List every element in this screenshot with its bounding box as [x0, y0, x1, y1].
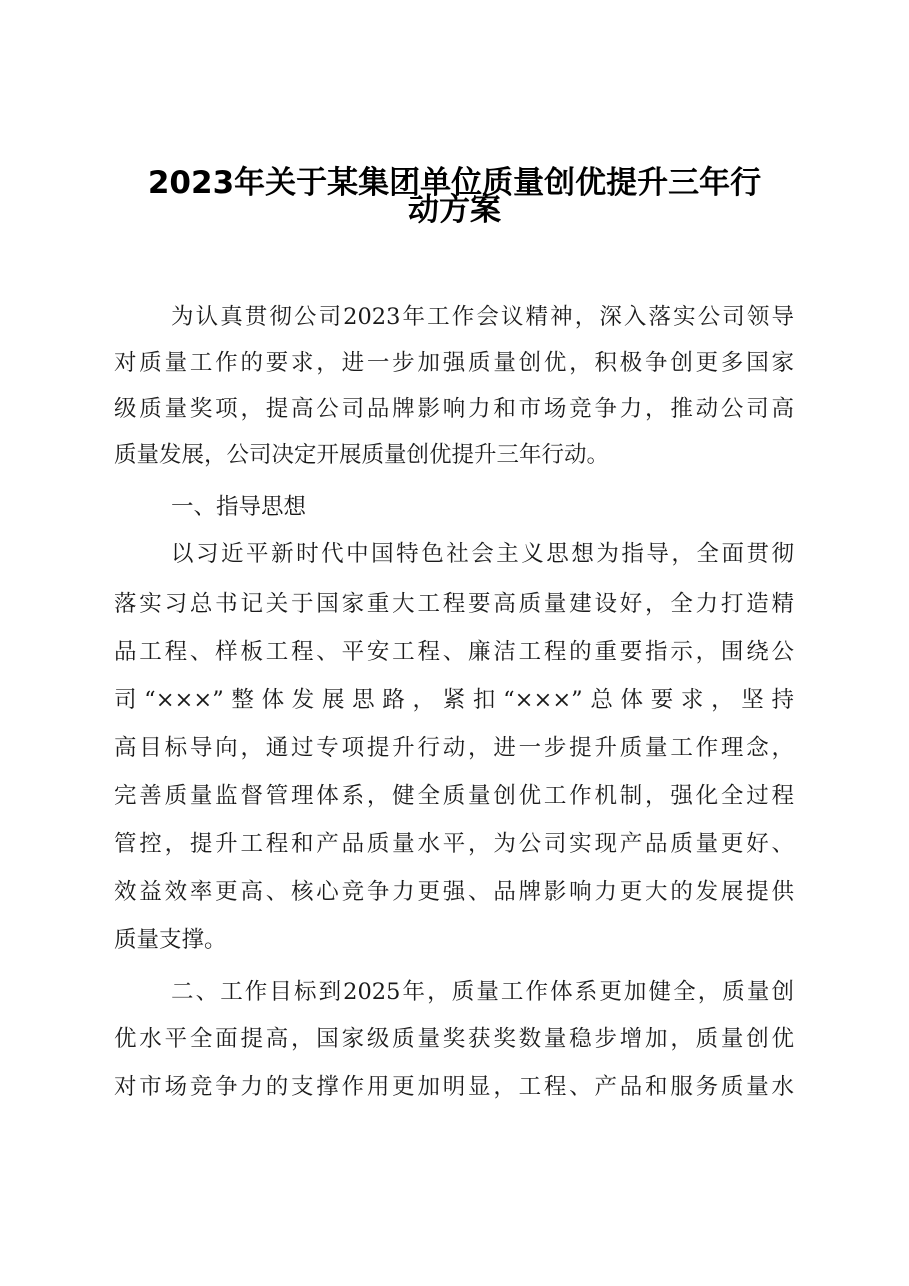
paragraph-line: 品工程、样板工程、平安工程、廉洁工程的重要指示，围绕公	[114, 639, 794, 665]
section-heading: 一、指导思想	[171, 494, 307, 520]
paragraph-line: 落实习总书记关于国家重大工程要高质量建设好，全力打造精	[114, 591, 794, 617]
paragraph-line: 司“×××”整体发展思路，紧扣“×××”总体要求，坚持	[114, 687, 794, 713]
paragraph-line: 质量发展，公司决定开展质量创优提升三年行动。	[114, 442, 610, 468]
paragraph-line: 以习近平新时代中国特色社会主义思想为指导，全面贯彻	[171, 541, 794, 567]
paragraph-line: 级质量奖项，提高公司品牌影响力和市场竞争力，推动公司高	[114, 396, 794, 422]
paragraph-line: 效益效率更高、核心竞争力更强、品牌影响力更大的发展提供	[114, 879, 794, 905]
paragraph-line: 优水平全面提高，国家级质量奖获奖数量稳步增加，质量创优	[114, 1026, 794, 1052]
paragraph-line: 高目标导向，通过专项提升行动，进一步提升质量工作理念，	[114, 735, 794, 761]
paragraph-line: 二、工作目标到2025年，质量工作体系更加健全，质量创	[171, 979, 794, 1005]
document-title-line-1: 2023年关于某集团单位质量创优提升三年行	[147, 165, 762, 201]
document-title-line-2: 动方案	[408, 192, 501, 228]
paragraph-line: 对质量工作的要求，进一步加强质量创优，积极争创更多国家	[114, 350, 794, 376]
paragraph-line: 质量支撑。	[114, 927, 227, 953]
paragraph-line: 完善质量监督管理体系，健全质量创优工作机制，强化全过程	[114, 783, 794, 809]
paragraph-line: 管控，提升工程和产品质量水平，为公司实现产品质量更好、	[114, 831, 794, 857]
paragraph-line: 对市场竞争力的支撑作用更加明显，工程、产品和服务质量水	[114, 1074, 794, 1100]
paragraph-line: 为认真贯彻公司2023年工作会议精神，深入落实公司领导	[171, 304, 794, 330]
